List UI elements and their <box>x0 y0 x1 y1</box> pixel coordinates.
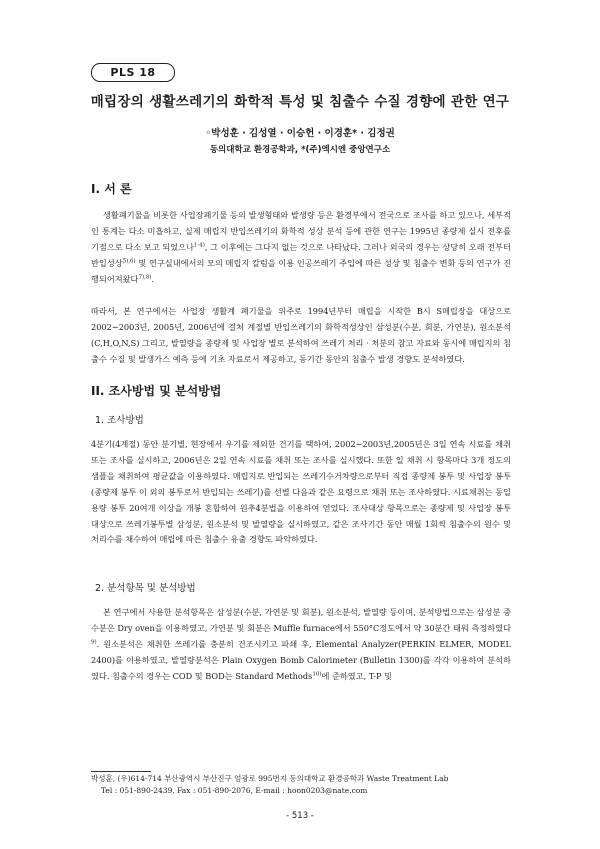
intro-paragraph-2: 따라서, 본 연구에서는 사업장 생활계 폐기물을 위주로 1994년부터 매립을 시작한 B시 S매립장을 대상으로 2002∼2003년, 2005년, 2006년에 걸쳐 계절별 반입쓰레기의 화학적성상인 삼성분(수분, 회분, 가연분), 원소분석(C,H,O,N,S) 그리고, 발열량을 종량제 및 사업장 별로 분석하여 쓰레기 처리 · 처분의 참고 자료와 동시에 매립지의 침출수 수질 및 발생가스 예측 등에 기초 자료로서 제공하고, 동기간 동안의 침출수 발생 경향도 분석하였다. <box>91 306 511 364</box>
footnote-address: 박성훈, (우)614-714 부산광역시 부산진구 엄광로 995번지 동의대학교 환경공학과 Waste Treatment Lab <box>91 774 449 783</box>
analysis-paragraph: 본 연구에서 사용한 분석항목은 삼성분(수분, 가연분 및 회분), 원소분석, 발열량 등이며, 분석방법으로는 삼성분 중 수분은 Dry oven을 이용하였고, 가연분 및 회분은 Muffle furnace에서 550°C정도에서 약 30분간 태워 측정하였다$^{9)}$. 원소분석은 채취한 쓰레기를 충분히 건조시키고 파쇄 후, Elemental Analyzer(PERKIN ELMER, MODEL 2400)를 이용하였고, 발열량분석은 Plain Oxygen Bomb Calorimeter (Bulletin 1300)를 각각 이용하여 분석하였다. 침출수의 경우는 COD 및 BOD는 Standard Methods$^{10)}$에 준하였고, T-P 및 <box>91 607 511 681</box>
intro-paragraph-1: 생활폐기물을 비롯한 사업장폐기물 등의 발생형태와 발생량 등은 환경부에서 전국으로 조사를 하고 있으나, 세부적인 통계는 다소 미흡하고, 실제 매립지 반입쓰레기의 화학적 성상 분석 등에 관한 연구는 1995년 종량제 실시 전후를 기점으로 다소 보고 되었으나$^{1-4)}$, 그 이후에는 그다지 없는 것으로 나타났다. 그러나 외국의 경우는 상당히 오래 전부터 반입성상$^{5),6)}$ 및 연구실내에서의 모의 매립지 칼럼을 이용 인공쓰레기 주입에 따른 성상 및 침출수 변화 등의 연구가 진행되어져왔다$^{7),8)}$. <box>91 210 511 284</box>
author-list: ◦박성훈 · 김성열 · 이승헌 · 이경훈* · 김정권 <box>205 128 395 139</box>
page-number: - 513 - <box>286 811 314 821</box>
footnote-contact: Tel : 051-890-2439, Fax : 051-890-2076, E-mail : hoon0203@nate.com <box>101 786 368 795</box>
footnote-divider <box>91 771 151 772</box>
footnote <box>91 773 521 797</box>
survey-paragraph: 4분기(4계절) 동안 분기별, 현장에서 우기를 제외한 건기를 택하여, 2002∼2003년,2005년은 3일 연속 시료를 채취 또는 조사를 실시하고, 2006년은 2일 연속 시료를 채취 또는 조사를 실시했다. 또한 일 채취 시 항목마다 3개 정도의 샘플을 채취하여 평균값을 이용하였다. 매립지로 반입되는 쓰레기수거차량으로부터 직접 종량제 봉투 및 사업장 봉투(종량제 봉투 이 외의 봉투로서 반입되는 쓰레기)를 선별 다음과 같은 요령으로 채취 또는 조사하였다. 시료채취는 동일용량 봉투 20여개 이상을 개봉 혼합하여 원추4분법을 이용하여 얻었다. 조사대상 항목으로는 종량제 및 사업장 봉투 대상으로 쓰레기봉투별 삼성분, 원소분석 및 발열량을 실시하였고, 같은 조사기간 동안 매월 1회씩 침출수의 원수 및 처리수를 채수하여 매립에 따른 침출수 유출 경향도 파악하였다. <box>91 439 511 545</box>
subsection-heading-survey: 1. 조사방법 <box>95 415 144 426</box>
subsection-heading-analysis: 2. 분석항목 및 분석방법 <box>95 583 196 594</box>
section-heading-intro: I. 서 론 <box>91 182 132 196</box>
paper-title: 매립장의 생활쓰레기의 화학적 특성 및 침출수 수질 경향에 관한 연구 <box>90 94 510 110</box>
section-heading-methods: II. 조사방법 및 분석방법 <box>91 384 222 398</box>
session-tag: PLS 18 <box>91 63 175 82</box>
affiliation: 동의대학교 환경공학과, *(주)엑시엔 중앙연구소 <box>209 145 391 155</box>
